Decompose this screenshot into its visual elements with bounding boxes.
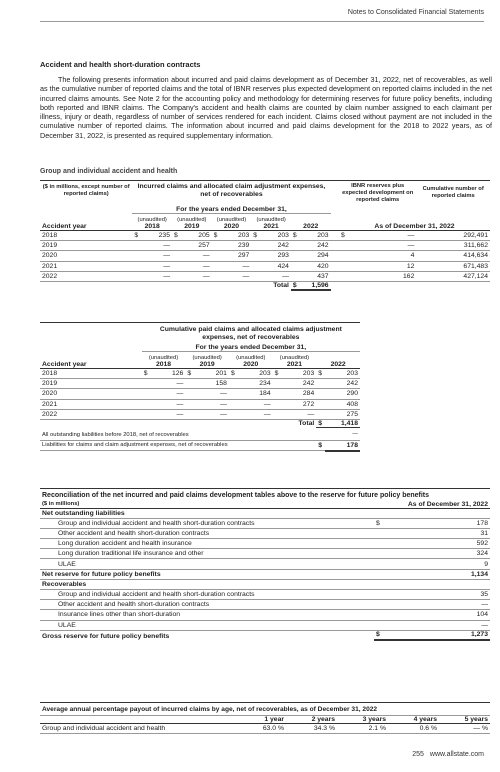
subsection-title: Group and individual accident and health (40, 168, 178, 175)
total-row: Total $ 1,596 (273, 281, 329, 290)
paid-title: Cumulative paid claims and allocated claims adjustment expenses, net of recoverables (159, 326, 342, 341)
asof-header: As of December 31, 2022 (407, 500, 488, 508)
ibnr-header: IBNR reserves plus expected development on reported claims (342, 183, 414, 203)
year-header: 2022 (303, 223, 319, 230)
gross-reserve-row: Gross reserve for future policy benefits $ 1,273 (42, 631, 488, 640)
unaudited-label: (unaudited) (216, 217, 247, 223)
year-header: 2021 (263, 223, 279, 230)
row-header: Accident year (42, 361, 87, 368)
unaudited-label: (unaudited) (177, 217, 207, 223)
unit-label: ($ in millions) (42, 501, 80, 507)
period-header: For the years ended December 31, (132, 204, 330, 214)
table-row: Other accident and health short-duration contracts 31 (40, 528, 490, 538)
net-reserve-row: Net reserve for future policy benefits 1,134 (42, 570, 488, 578)
table-row: Long duration accident and health insurance 592 (40, 539, 490, 549)
table-row: ULAE 9 (40, 559, 490, 569)
page-footer (412, 751, 484, 758)
unaudited-label: (unaudited) (279, 355, 310, 361)
outstanding-row: All outstanding liabilities before 2018, net of recoverables — (40, 427, 360, 440)
liabilities-row: Liabilities for claims and claim adjustment expenses, net of recoverables $ 178 (42, 441, 358, 449)
recon-title: Reconciliation of the net incurred and paid claims development tables above to the reserve for future policy benefits (42, 492, 430, 499)
payout-table: Average annual percentage payout of incurred claims by age, net of recoverables, as of December 31, 2022 1 year 2 years 3 years 4 years 5 years Group and individual accident and health 63.0 % 34.3 % 2.1 % 0.6 % — % (40, 702, 490, 734)
row-header: Accident year (42, 223, 87, 230)
table-row: 2021 — — — 272 408 (42, 400, 358, 408)
table-row: Group and individual accident and health 63.0 % 34.3 % 2.1 % 0.6 % — % (42, 725, 488, 733)
unaudited-label: (unaudited) (137, 217, 167, 223)
unaudited-label: (unaudited) (192, 355, 222, 361)
recoverables-heading: Recoverables (40, 579, 490, 589)
year-header: 2018 (144, 223, 160, 230)
unaudited-label: (unaudited) (148, 355, 179, 361)
table-row: Group and individual accident and health short-duration contracts $ 178 (40, 518, 490, 528)
header-rule (40, 21, 484, 22)
table-row: 2020 — — 297 293 294 4 414,634 (42, 252, 488, 260)
intro-paragraph: The following presents information about incurred and paid claims development as of December 31, 2022, net of recoverables, as well as the cumulative number of reported claims and the total of IBNR reserves plus expected development on reported claims included in the net incurred claims amounts. See Note 2 for the accounting policy and methodology for determining reserves for future policy benefits, including both reported and IBNR claims. The Company's accident and health claims are counted by claim number assigned to each claimant per illness, injury or death, regardless of number of services rendered for each incident. Claims closed without payment are not included in the cumulative number of reported claims. The information about incurred and paid claims development for the 2018 to 2022 years, as of December 31, 2022, is presented as required supplementary information. (40, 75, 492, 140)
table-row: ULAE — (40, 620, 490, 630)
paid-claims-table: Cumulative paid claims and allocated claims adjustment expenses, net of recoverables For the years ended December 31, (unaudited) (unaudited) (unaudited) (unaudited) Accident year 2018 2019 2020 2021 2022 2018 $ 126 $ 201 $ 203 $ 203 $ 203 2019 — 158 234 242 242 2020 — — 184 284 290 2021 — — — 272 408 2022 — — — — 275 Total $ 1,418 All outstanding liabilities before 2018, net of recoverables — Liabilities for claims and claim adjustment expenses, net of recoverables $ 178 (40, 322, 360, 452)
total-row: Total $ 1,418 (298, 419, 358, 428)
table-row: 2019 — 257 239 242 242 — 311,662 (42, 242, 488, 250)
table-row: 2019 — 158 234 242 242 (42, 380, 358, 388)
table-row: 2021 — — — 424 420 12 671,483 (42, 262, 488, 270)
unaudited-label: (unaudited) (236, 355, 266, 361)
page-number: 255 (412, 751, 424, 758)
net-outstanding-heading: Net outstanding liabilities (40, 508, 490, 518)
unit-label: ($ in millions, except number of reported claims) (42, 184, 130, 197)
website-link[interactable]: www.allstate.com (429, 751, 484, 758)
incurred-title: Incurred claims and allocated claim adjustment expenses, net of recoverables (137, 183, 326, 198)
table-row: Insurance lines other than short-duration 104 (40, 610, 490, 620)
running-header: Notes to Consolidated Financial Statements (347, 9, 484, 16)
table-row: 2018 $ 235 $ 205 $ 203 $ 203 $ 203 $ — 292,491 (42, 232, 488, 240)
year-header: 2019 (184, 223, 200, 230)
section-title: Accident and health short-duration contracts (40, 60, 201, 69)
year-header: 2020 (223, 223, 240, 230)
period-header: For the years ended December 31, (142, 342, 360, 352)
unaudited-label: (unaudited) (256, 217, 286, 223)
payout-title: Average annual percentage payout of incurred claims by age, net of recoverables, as of December 31, 2022 (42, 706, 378, 713)
table-row: 2020 — — 184 284 290 (42, 390, 358, 398)
asof-header: As of December 31, 2022 (374, 223, 455, 230)
cumulative-header: Cumulative number of reported claims (422, 185, 484, 199)
table-row: Long duration traditional life insurance and other 324 (40, 549, 490, 559)
incurred-claims-table (40, 180, 490, 291)
reconciliation-table (40, 488, 490, 641)
table-row: 2022 — — — — 275 (42, 410, 358, 418)
table-row: Group and individual accident and health short-duration contracts 35 (40, 590, 490, 600)
table-row: 2018 $ 126 $ 201 $ 203 $ 203 $ 203 (42, 370, 358, 378)
table-row: Other accident and health short-duration contracts — (40, 600, 490, 610)
table-row: 2022 — — — — 437 162 427,124 (42, 272, 488, 280)
